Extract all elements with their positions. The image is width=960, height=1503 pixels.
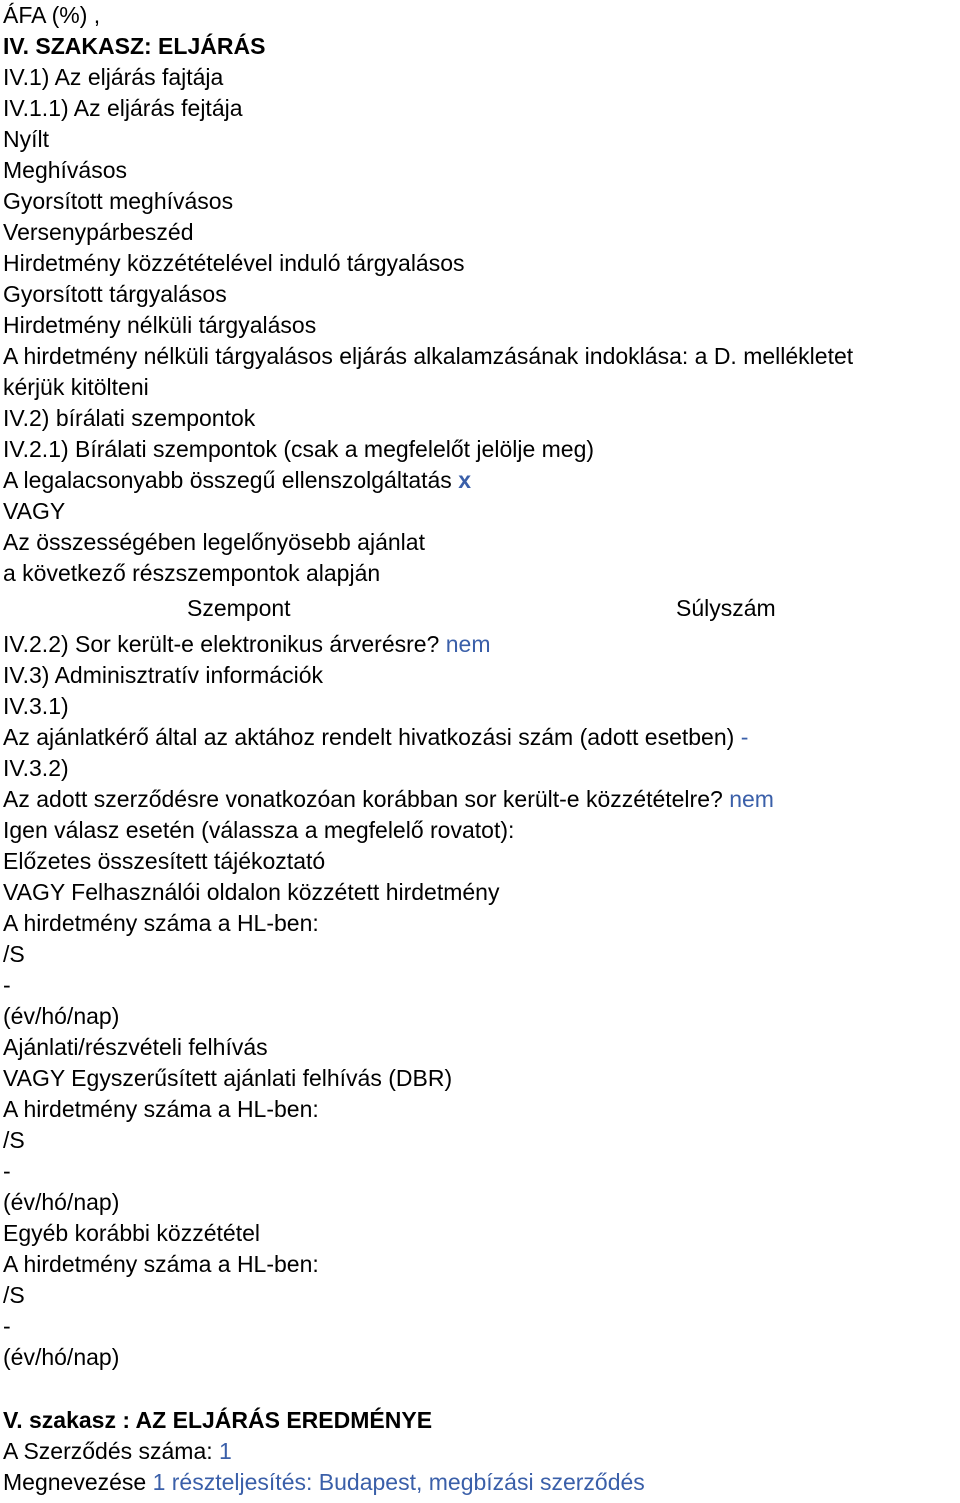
designation-row xyxy=(3,1467,645,1498)
oj-dash-3: - xyxy=(3,1313,11,1339)
previous-publication-row xyxy=(3,784,774,815)
oj-number-label-3: A hirdetmény száma a HL-ben: xyxy=(3,1251,319,1277)
reference-number-label: Az ajánlatkérő által az aktához rendelt hivatkozási szám (adott esetben) xyxy=(3,724,735,750)
procedure-option-accelerated-negotiated: Gyorsított tárgyalásos xyxy=(3,281,227,307)
date-format-1: (év/hó/nap) xyxy=(3,1003,120,1029)
oj-number-label-1: A hirdetmény száma a HL-ben: xyxy=(3,910,319,936)
oj-series-3: /S xyxy=(3,1282,25,1308)
other-publication: Egyéb korábbi közzététel xyxy=(3,1220,260,1246)
oj-series-2: /S xyxy=(3,1127,25,1153)
oj-dash-1: - xyxy=(3,972,11,998)
oj-dash-2: - xyxy=(3,1158,11,1184)
procedure-type-subheading: IV.1.1) Az eljárás fejtája xyxy=(3,95,243,121)
procedure-option-accelerated-restricted: Gyorsított meghívásos xyxy=(3,188,234,214)
contract-number-label: A Szerződés száma: xyxy=(3,1438,213,1464)
weight-column-header: Súlyszám xyxy=(676,595,776,621)
e-auction-value: nem xyxy=(445,631,491,657)
criteria-column-header: Szempont xyxy=(187,595,291,621)
reference-number-row xyxy=(3,722,748,753)
admin-info-3-1: IV.3.1) xyxy=(3,693,69,719)
award-criteria-heading: IV.2) bírálati szempontok xyxy=(3,405,256,431)
lowest-price-label: A legalacsonyabb összegű ellenszolgáltatás xyxy=(3,467,452,493)
award-criteria-subheading: IV.2.1) Bírálati szempontok (csak a megfelelőt jelölje meg) xyxy=(3,436,595,462)
contract-notice: Ajánlati/részvételi felhívás xyxy=(3,1034,268,1060)
procedure-option-dialogue: Versenypárbeszéd xyxy=(3,219,194,245)
or-label: VAGY xyxy=(3,498,66,524)
justification-text: A hirdetmény nélküli tárgyalásos eljárás alkalamzásának indoklása: a D. mellékletet xyxy=(3,343,854,369)
e-auction-label: IV.2.2) Sor került-e elektronikus árverésre? xyxy=(3,631,440,657)
admin-info-3-2: IV.3.2) xyxy=(3,755,69,781)
date-format-3: (év/hó/nap) xyxy=(3,1344,120,1370)
most-advantageous-label: Az összességében legelőnyösebb ajánlat xyxy=(3,529,425,555)
justification-text-cont: kérjük kitölteni xyxy=(3,374,149,400)
procedure-option-open: Nyílt xyxy=(3,126,49,152)
prior-information-notice: Előzetes összesített tájékoztató xyxy=(3,848,326,874)
section-v-heading: V. szakasz : AZ ELJÁRÁS EREDMÉNYE xyxy=(3,1407,433,1433)
procedure-option-restricted: Meghívásos xyxy=(3,157,128,183)
sub-criteria-label: a következő részszempontok alapján xyxy=(3,560,381,586)
reference-number-value: - xyxy=(740,724,749,750)
contract-number-row xyxy=(3,1436,232,1467)
oj-number-label-2: A hirdetmény száma a HL-ben: xyxy=(3,1096,319,1122)
previous-publication-label: Az adott szerződésre vonatkozóan korábban sor került-e közzétételre? xyxy=(3,786,723,812)
previous-publication-value: nem xyxy=(729,786,774,812)
vat-line: ÁFA (%) , xyxy=(3,2,101,28)
contract-number-value: 1 xyxy=(219,1438,232,1464)
section-iv-heading: IV. SZAKASZ: ELJÁRÁS xyxy=(3,33,266,59)
date-format-2: (év/hó/nap) xyxy=(3,1189,120,1215)
simplified-notice: VAGY Egyszerűsített ajánlati felhívás (DBR) xyxy=(3,1065,453,1091)
admin-info-heading: IV.3) Adminisztratív információk xyxy=(3,662,323,688)
procedure-type-heading: IV.1) Az eljárás fajtája xyxy=(3,64,224,90)
procedure-option-negotiated-notice: Hirdetmény közzétételével induló tárgyalásos xyxy=(3,250,465,276)
designation-label: Megnevezése xyxy=(3,1469,147,1495)
procedure-option-negotiated-no-notice: Hirdetmény nélküli tárgyalásos xyxy=(3,312,317,338)
oj-series-1: /S xyxy=(3,941,25,967)
lowest-price-row xyxy=(3,465,471,496)
lowest-price-mark: x xyxy=(458,467,471,493)
designation-value: 1 részteljesítés: Budapest, megbízási szerződés xyxy=(152,1469,645,1495)
e-auction-row xyxy=(3,629,491,660)
buyer-profile-notice: VAGY Felhasználói oldalon közzétett hirdetmény xyxy=(3,879,500,905)
if-yes-instruction: Igen válasz esetén (válassza a megfelelő rovatot): xyxy=(3,817,515,843)
